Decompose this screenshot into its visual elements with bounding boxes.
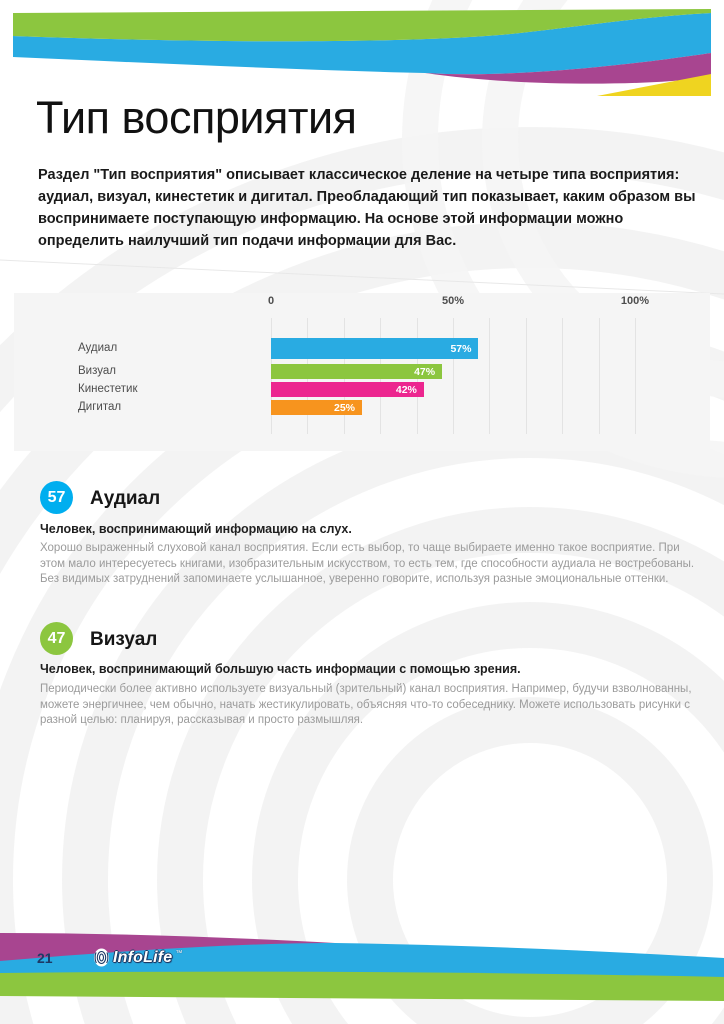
chart-bar-2 — [271, 364, 442, 379]
chart-bar-value: 25% — [333, 401, 355, 414]
chart-gridline — [489, 318, 490, 434]
chart-gridline — [526, 318, 527, 434]
section-body-audial: Хорошо выраженный слуховой канал восприятия. Если есть выбор, то чаще выбираете именно такое восприятие. При этом мало интересуетесь книгами, изобразительным искусством, то есть тем, где способности аудиала не востребованы. Без видимых затруднений запоминаете услышанное, уверенно говорите, используя разные эмоциональные оттенки. — [40, 542, 695, 585]
fingerprint-icon — [93, 948, 110, 967]
brand-name: InfoLife — [113, 948, 173, 966]
section-lead-audial: Человек, воспринимающий информацию на слух. — [40, 522, 352, 536]
section-title-visual: Визуал — [90, 629, 158, 650]
chart-bar-value: 57% — [450, 342, 472, 355]
brand-trademark: ™ — [175, 950, 183, 957]
chart-bar-4 — [271, 400, 362, 415]
chart-gridline — [562, 318, 563, 434]
chart-category-label: Аудиал — [78, 342, 118, 354]
intro-paragraph: Раздел "Тип восприятия" описывает классическое деление на четыре типа восприятия: аудиал, визуал, кинестетик и дигитал. Преобладающий тип показывает, каким образом вы воспринимаете поступающую информацию. На основе этой информации можно определить наилучший тип подачи информации для Вас. — [38, 167, 696, 249]
chart-bar-value: 42% — [395, 383, 417, 396]
score-badge-visual — [40, 622, 73, 655]
chart-bar-value: 47% — [414, 365, 436, 378]
score-badge-audial — [40, 481, 73, 514]
chart-category-label: Визуал — [78, 365, 116, 377]
section-lead-visual: Человек, воспринимающий большую часть информации с помощью зрения. — [40, 662, 521, 676]
chart-category-label: Дигитал — [78, 401, 122, 413]
chart-gridline — [635, 318, 636, 434]
section-body-visual: Периодически более активно используете визуальный (зрительный) канал восприятия. Например, будучи взволнованны, можете энергичнее, чем обычно, начать жестикулировать, объясняя что-то собеседнику. Можете использовать рисунки с разной целью: планируя, рассказывая и просто размышляя. — [40, 683, 692, 726]
axis-tick-100: 100% — [620, 295, 650, 307]
score-value: 47 — [47, 629, 66, 647]
page-number: 21 — [37, 950, 53, 966]
axis-tick-0: 0 — [267, 295, 275, 307]
axis-tick-50: 50% — [441, 295, 465, 307]
chart-gridline — [453, 318, 454, 434]
page-title: Тип восприятия — [36, 92, 357, 143]
score-value: 57 — [47, 488, 66, 506]
infolife-logo — [93, 948, 182, 967]
chart-bar-3 — [271, 382, 424, 397]
chart-category-label: Кинестетик — [78, 383, 138, 395]
chart-gridline — [599, 318, 600, 434]
footer-bands — [0, 924, 724, 1024]
section-title-audial: Аудиал — [90, 488, 161, 509]
chart-panel — [14, 293, 710, 451]
header-bands — [0, 0, 724, 100]
chart-bar-1 — [271, 338, 478, 359]
footer-band-green — [0, 972, 724, 1001]
